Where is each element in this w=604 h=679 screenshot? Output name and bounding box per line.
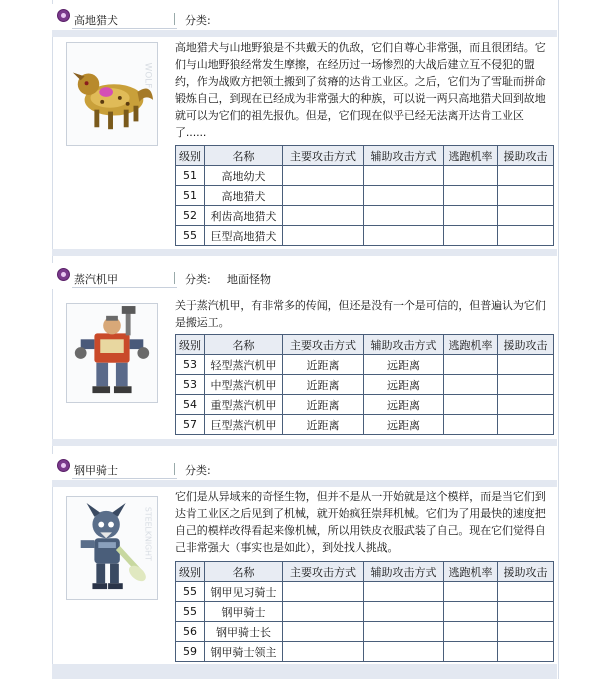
table-header-row [176,335,554,355]
main-attack-cell: 近距离 [283,375,364,395]
escape-rate-cell [444,166,498,186]
monster-entry-steam-mech [52,263,557,448]
aux-attack-cell: 远距离 [364,415,444,435]
entry-header [52,454,557,480]
level-cell: 53 [176,375,205,395]
category-value: 地面怪物 [227,273,271,286]
main-attack-cell [283,622,364,642]
level-cell: 54 [176,395,205,415]
bullet-icon [57,459,70,472]
monster-entry-highland-hound [52,4,557,256]
monster-entry-steel-knight [52,454,557,664]
main-attack-cell: 近距离 [283,395,364,415]
column-header: 级别 [176,146,205,166]
entry-header [52,263,557,289]
column-header: 名称 [205,146,283,166]
monster-description: 高地猎犬与山地野狼是不共戴天的仇敌，它们自尊心非常强，而且很团结。它们与山地野狼经常发生摩擦，在经历过一场惨烈的大战后建立互不侵犯的盟约，作为战败方把领土搬到了贫瘠的达肯工业区。之后，它们为了雪耻而拼命锻炼自己，到现在已经成为非常强大的种族，可以说一两只高地猎犬回到故地就可以为它们的祖先报仇。但是，它们现在似乎已经无法离开达肯工业区了...... [175,41,546,139]
level-cell: 52 [176,206,205,226]
table-row [176,166,554,186]
main-attack-cell [283,642,364,662]
bullet-icon [57,268,70,281]
name-cell: 利齿高地猎犬 [205,206,283,226]
footer-band [52,249,557,256]
name-underline [72,287,177,288]
level-cell: 51 [176,186,205,206]
table-row [176,186,554,206]
assist-cell [498,206,554,226]
escape-rate-cell [444,642,498,662]
divider [174,463,175,475]
escape-rate-cell [444,622,498,642]
level-cell: 53 [176,355,205,375]
page-bottom-band [52,664,557,679]
monster-portrait [66,303,158,403]
name-underline [72,478,177,479]
column-header: 辅助攻击方式 [364,335,444,355]
column-header: 援助攻击 [498,562,554,582]
table-row [176,415,554,435]
name-cell: 钢甲骑士 [205,602,283,622]
table-row [176,375,554,395]
aux-attack-cell [364,582,444,602]
monster-description: 关于蒸汽机甲，有非常多的传闻，但还是没有一个是可信的，但普遍认为它们是搬运工。 [175,299,546,329]
aux-attack-cell: 远距离 [364,375,444,395]
aux-attack-cell [364,186,444,206]
category-label: 分类: [185,273,211,286]
assist-cell [498,226,554,246]
level-cell: 55 [176,226,205,246]
column-header: 名称 [205,562,283,582]
column-header: 级别 [176,562,205,582]
table-row [176,642,554,662]
divider [174,272,175,284]
name-cell: 高地猎犬 [205,186,283,206]
portrait-watermark: STEELKNIGHT [143,506,153,561]
steam-mech-icon [67,304,157,402]
main-attack-cell [283,206,364,226]
table-row [176,226,554,246]
assist-cell [498,622,554,642]
escape-rate-cell [444,186,498,206]
name-cell: 巨型高地猎犬 [205,226,283,246]
table-header-row [176,562,554,582]
level-cell: 55 [176,582,205,602]
stats-table [175,561,554,662]
column-header: 逃跑机率 [444,146,498,166]
main-attack-cell [283,602,364,622]
table-row [176,395,554,415]
table-row [176,602,554,622]
main-attack-cell [283,582,364,602]
column-header: 级别 [176,335,205,355]
escape-rate-cell [444,226,498,246]
column-header: 逃跑机率 [444,562,498,582]
level-cell: 55 [176,602,205,622]
name-cell: 钢甲骑士领主 [205,642,283,662]
name-cell: 轻型蒸汽机甲 [205,355,283,375]
table-row [176,355,554,375]
header-band [52,480,557,487]
assist-cell [498,395,554,415]
level-cell: 57 [176,415,205,435]
column-header: 辅助攻击方式 [364,562,444,582]
column-header: 辅助攻击方式 [364,146,444,166]
level-cell: 56 [176,622,205,642]
table-row [176,582,554,602]
assist-cell [498,602,554,622]
monster-name: 高地猎犬 [74,14,118,27]
table-header-row [176,146,554,166]
assist-cell [498,355,554,375]
assist-cell [498,186,554,206]
monster-portrait [66,496,158,600]
level-cell: 51 [176,166,205,186]
stats-table [175,145,554,246]
main-attack-cell [283,186,364,206]
escape-rate-cell [444,395,498,415]
name-cell: 钢甲见习骑士 [205,582,283,602]
main-attack-cell [283,166,364,186]
assist-cell [498,582,554,602]
steel-knight-icon [67,497,157,599]
name-cell: 钢甲骑士长 [205,622,283,642]
assist-cell [498,375,554,395]
column-header: 逃跑机率 [444,335,498,355]
main-attack-cell [283,226,364,246]
assist-cell [498,166,554,186]
escape-rate-cell [444,375,498,395]
header-band [52,30,557,37]
aux-attack-cell [364,642,444,662]
escape-rate-cell [444,355,498,375]
main-attack-cell: 近距离 [283,355,364,375]
column-header: 援助攻击 [498,335,554,355]
monster-name: 蒸汽机甲 [74,273,118,286]
monster-name: 钢甲骑士 [74,464,118,477]
column-header: 主要攻击方式 [283,146,364,166]
table-row [176,622,554,642]
escape-rate-cell [444,602,498,622]
aux-attack-cell [364,206,444,226]
monster-description: 它们是从异域来的奇怪生物，但并不是从一开始就是这个模样，而是当它们到达肯工业区之后见到了机械，就开始疯狂崇拜机械。它们为了用最快的速度把自己的模样改得看起来像机械，所以用铁皮衣服武装了自己。现在它们觉得自己非常强大（事实也是如此），到处找人挑战。 [175,490,546,554]
name-cell: 中型蒸汽机甲 [205,375,283,395]
escape-rate-cell [444,415,498,435]
aux-attack-cell: 远距离 [364,395,444,415]
assist-cell [498,415,554,435]
escape-rate-cell [444,582,498,602]
stats-table [175,334,554,435]
name-underline [72,28,177,29]
aux-attack-cell [364,622,444,642]
divider [174,13,175,25]
column-header: 援助攻击 [498,146,554,166]
assist-cell [498,642,554,662]
category-label: 分类: [185,464,211,477]
column-header: 名称 [205,335,283,355]
main-attack-cell: 近距离 [283,415,364,435]
highland-hound-icon [67,43,157,145]
column-header: 主要攻击方式 [283,562,364,582]
column-header: 主要攻击方式 [283,335,364,355]
category-label: 分类: [185,14,211,27]
level-cell: 59 [176,642,205,662]
portrait-watermark: WOLF [142,62,153,89]
monster-portrait [66,42,158,146]
name-cell: 重型蒸汽机甲 [205,395,283,415]
aux-attack-cell: 远距离 [364,355,444,375]
escape-rate-cell [444,206,498,226]
name-cell: 高地幼犬 [205,166,283,186]
bullet-icon [57,9,70,22]
table-row [176,206,554,226]
aux-attack-cell [364,226,444,246]
aux-attack-cell [364,602,444,622]
entry-header [52,4,557,30]
name-cell: 巨型蒸汽机甲 [205,415,283,435]
aux-attack-cell [364,166,444,186]
footer-band [52,439,557,446]
